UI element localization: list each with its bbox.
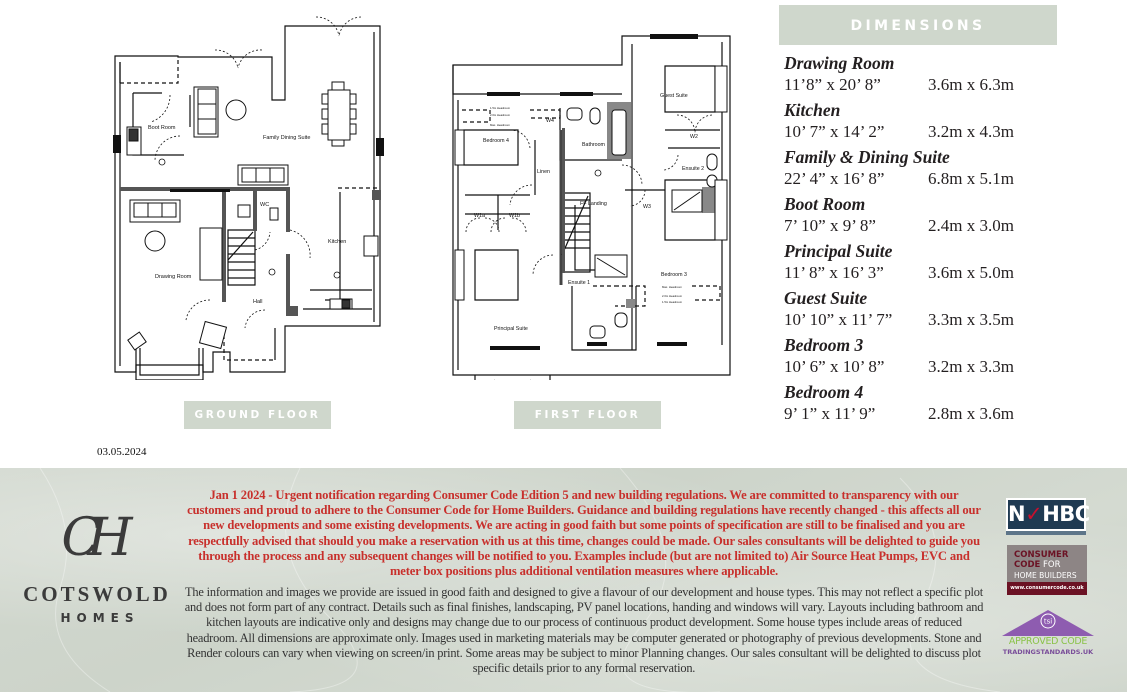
nhbc-text-pre: N [1008, 502, 1026, 526]
headroom-note: 1.5m Headroom [490, 106, 511, 110]
imperial-size: 10’ 6” x 10’ 8” [784, 357, 885, 376]
room-label-kitchen: Kitchen [328, 239, 347, 245]
imperial-size: 10’ 7” x 14’ 2” [784, 122, 885, 141]
room-label-bedroom-4: Bedroom 4 [483, 138, 509, 144]
room-name: Family & Dining Suite [784, 147, 950, 167]
tsi-approved-code-logo [1000, 608, 1096, 660]
metric-size: 6.8m x 5.1m [928, 169, 1014, 188]
disclaimer-text: The information and images we provide are issued in good faith and designed to give a flavour of our development and house types. This may not reflect a specific plot and does not form part of any contract. Details such as final finishes, landscaping, PV panel locations, handing and windows will vary. Layouts including bathroom and kitchen layouts are indicative only and designs may change due to our process of continuous product development. Some house types include areas of reduced headroom. All dimensions are approximate only. Images used in marketing materials may be computer generated or photography of previous developments. Stone and Render colours can vary when viewing on screen/in print. Some areas may be subject to minor Planning changes. Our sales consultant will be delighted to discuss plot specific details prior to any formal reservation. [184, 585, 984, 676]
urgent-notice: Jan 1 2024 - Urgent notification regarding Consumer Code Edition 5 and new building regulations. We are committed to transparency with our customers and proud to adhere to the Consumer Code for Home Builders. Guidance and building regulations have recently changed - this affects all our new developments and some existing developments. We are acting in good faith but some points of specification are still to be finalised and you are respectfully advised that should you make a reservation with us at this time, changes could be made. Our sales consultants will be delighted to guide you through the process and any subsequent changes will be notified to you. Examples include (but are not limited to) Air Source Heat Pumps, EVC and meter box positions plus additional ventilation measures where applicable. [187, 488, 981, 579]
logo-name: COTSWOLD [23, 582, 171, 606]
imperial-size: 11’8” x 20’ 8” [784, 75, 881, 94]
dimension-item-principal-suite [784, 240, 1084, 287]
room-label-hall: Hall [253, 299, 263, 305]
document-date: 03.05.2024 [97, 446, 147, 458]
ground-floor-plan [110, 10, 400, 380]
room-label-w4: W4 [546, 118, 554, 124]
headroom-note: Max. Headroom [662, 285, 682, 289]
headroom-note: 1.5m Headroom [662, 300, 683, 304]
tick-icon: ✓ [1025, 502, 1043, 526]
consumer-code-url: www.consumercode.co.uk [1007, 582, 1087, 595]
room-label-w1b: W1b [509, 213, 520, 219]
room-name: Drawing Room [784, 53, 895, 73]
room-label-drawing-room: Drawing Room [155, 274, 192, 280]
headroom-note: 2.0m Headroom [662, 294, 683, 298]
headroom-note: 2.0m Headroom [490, 113, 511, 117]
tsi-roof-icon [1000, 608, 1096, 638]
room-label-wc: WC [260, 202, 270, 208]
dimension-item-guest-suite [784, 287, 1084, 334]
imperial-size: 11’ 8” x 16’ 3” [784, 263, 884, 282]
logo-subtitle: HOMES [60, 611, 140, 625]
metric-size: 3.3m x 3.5m [928, 310, 1014, 329]
nhbc-text-post: HBC [1042, 502, 1090, 526]
dimensions-list [784, 52, 1084, 428]
cc-line-2-rest: FOR [1040, 560, 1061, 570]
cotswold-homes-logo [22, 508, 172, 625]
cc-line-1: CONSUMER [1014, 550, 1069, 560]
tsi-site: TRADINGSTANDARDS.UK [1002, 648, 1094, 656]
ground-floor-label: GROUND FLOOR [184, 401, 331, 429]
room-label-boot-room: Boot Room [148, 125, 176, 131]
imperial-size: 10’ 10” x 11’ 7” [784, 310, 893, 329]
room-label-family-dining-suite: Family Dining Suite [263, 135, 311, 141]
cc-line-2 [1014, 560, 1061, 570]
dimension-item-bedroom-4 [784, 381, 1084, 428]
room-label-bathroom: Bathroom [582, 142, 605, 148]
room-label-guest-suite: Guest Suite [660, 93, 688, 99]
room-label-ensuite-1: Ensuite 1 [568, 280, 591, 286]
dimensions-heading: DIMENSIONS [779, 5, 1057, 45]
tsi-text: tsi [1043, 617, 1053, 626]
room-name: Bedroom 3 [784, 335, 864, 355]
room-label-principal-suite: Principal Suite [494, 326, 528, 332]
metric-size: 3.2m x 3.3m [928, 357, 1014, 376]
room-label-bedroom-3: Bedroom 3 [661, 272, 687, 278]
room-label-ff-landing: FF Landing [580, 201, 607, 207]
imperial-size: 9’ 1” x 11’ 9” [784, 404, 876, 423]
dimension-item-kitchen [784, 99, 1084, 146]
room-name: Bedroom 4 [784, 382, 864, 402]
nhbc-logo [1006, 498, 1090, 531]
imperial-size: 7’ 10” x 9’ 8” [784, 216, 876, 235]
first-floor-plan [450, 30, 740, 380]
metric-size: 3.6m x 6.3m [928, 75, 1014, 94]
room-name: Principal Suite [784, 241, 893, 261]
nhbc-logo-bar [1006, 531, 1086, 535]
metric-size: 2.8m x 3.6m [928, 404, 1014, 423]
dimension-item-drawing-room [784, 52, 1084, 99]
cc-line-2-bold: CODE [1014, 560, 1041, 570]
metric-size: 3.6m x 5.0m [928, 263, 1014, 282]
room-label-w2: W2 [690, 134, 698, 140]
tsi-approved-code: APPROVED CODE [1008, 636, 1088, 647]
cc-line-3: HOME BUILDERS [1014, 571, 1077, 580]
headroom-note: Max. Headroom [490, 123, 510, 127]
metric-size: 3.2m x 4.3m [928, 122, 1014, 141]
dimension-item-boot-room [784, 193, 1084, 240]
room-name: Kitchen [784, 100, 841, 120]
room-label-w1a: W1a [474, 213, 485, 219]
first-floor-label: FIRST FLOOR [514, 401, 661, 429]
imperial-size: 22’ 4” x 16’ 8” [784, 169, 885, 188]
dimension-item-bedroom-3 [784, 334, 1084, 381]
room-name: Guest Suite [784, 288, 868, 308]
room-label-ensuite-2: Ensuite 2 [682, 166, 705, 172]
footer-panel [0, 468, 1127, 692]
metric-size: 2.4m x 3.0m [928, 216, 1014, 235]
logo-monogram: CH [61, 508, 119, 568]
room-label-w3: W3 [643, 204, 651, 210]
room-name: Boot Room [784, 194, 866, 214]
room-label-linen: Linen [537, 169, 550, 175]
dimension-item-family-dining-suite [784, 146, 1084, 193]
